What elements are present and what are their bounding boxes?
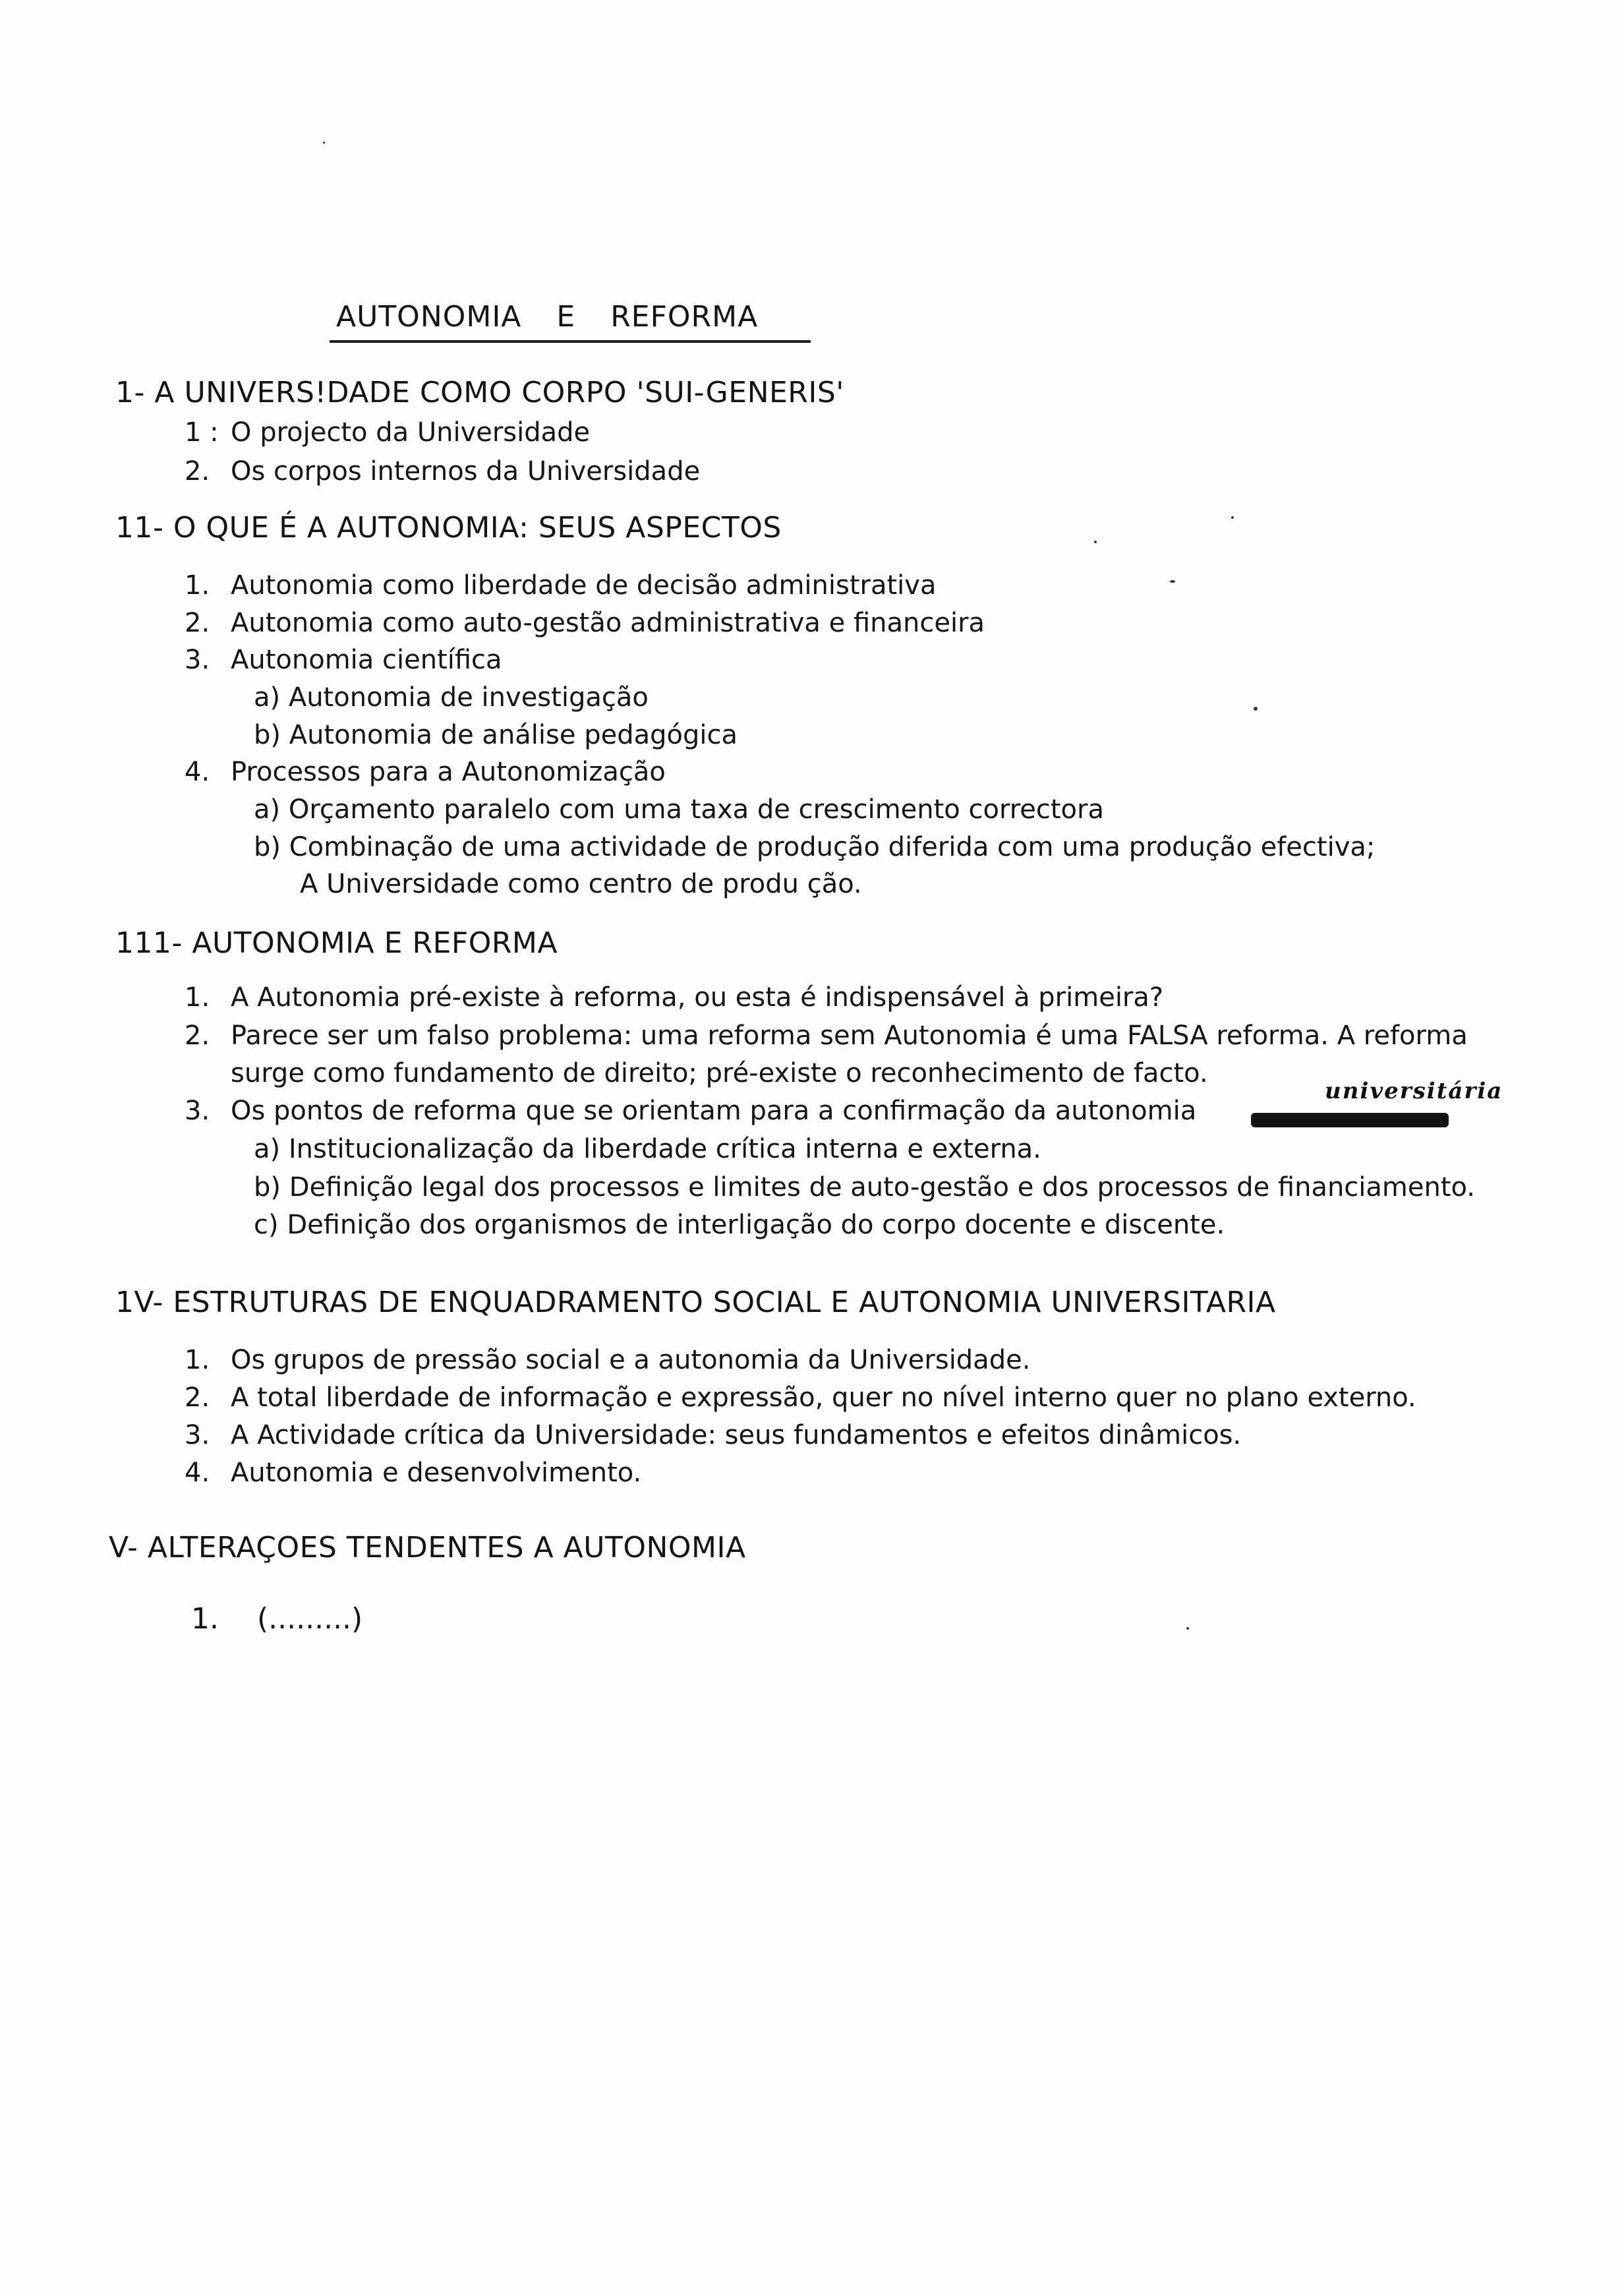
item-number: b): [254, 1172, 281, 1203]
title-word-2: E: [556, 300, 576, 334]
item-number: b): [254, 832, 281, 862]
item-text: Combinação de uma actividade de produção diferida com uma produção efectiva;: [289, 832, 1376, 862]
section-2-item-3: [185, 645, 1624, 675]
page-title: [330, 300, 811, 343]
item-text: surge como fundamento de direito; pré-existe o reconhecimento de facto.: [231, 1058, 1208, 1088]
item-text: Autonomia e desenvolvimento.: [231, 1458, 642, 1488]
item-text: A Universidade como centro de produ ção.: [300, 869, 862, 899]
section-3-subitem-b: [254, 1172, 1475, 1203]
section-2-subitem-4a: [254, 794, 1104, 825]
item-number: 3.: [185, 1420, 210, 1450]
section-2-subitem-a: [254, 682, 649, 713]
item-text: A total liberdade de informação e expressão, quer no nível interno quer no plano externo.: [231, 1382, 1416, 1413]
section-4-item-1: [185, 1345, 1624, 1375]
item-text: Definição legal dos processos e limites de auto-gestão e dos processos de financiamento.: [289, 1172, 1476, 1203]
section-3-subitem-a: [254, 1134, 1041, 1164]
item-number: 3.: [185, 1096, 210, 1126]
section-2-subitem-4b-continuation: [300, 869, 862, 899]
item-text: Os pontos de reforma que se orientam para a confirmação da autonomia: [231, 1096, 1197, 1126]
item-number: 1 :: [185, 417, 219, 448]
item-text: Autonomia como liberdade de decisão administrativa: [231, 570, 937, 601]
scan-speck: [323, 142, 325, 144]
item-number: 1.: [185, 1345, 210, 1375]
item-number: a): [254, 1134, 281, 1164]
crossed-out-word: [1251, 1113, 1449, 1127]
item-number: 2.: [185, 608, 210, 638]
item-number: b): [254, 720, 281, 750]
title-word-3: REFORMA: [610, 300, 759, 334]
section-2-subitem-b: [254, 720, 738, 750]
item-text: (.........): [257, 1602, 363, 1636]
item-text: Autonomia de investigação: [288, 682, 649, 713]
section-1-item-1: [185, 417, 1624, 448]
section-2-heading: 11- O QUE É A AUTONOMIA: SEUS ASPECTOS: [115, 511, 782, 545]
item-number: 1.: [191, 1602, 219, 1636]
section-2-item-1: [185, 570, 1624, 601]
item-number: 3.: [185, 645, 210, 675]
section-2-subitem-4b: [254, 832, 1375, 862]
item-text: A Actividade crítica da Universidade: seus fundamentos e efeitos dinâmicos.: [231, 1420, 1242, 1450]
section-3-heading: 111- AUTONOMIA E REFORMA: [115, 926, 558, 960]
item-number: a): [254, 794, 281, 825]
handwritten-insertion: universitária: [1325, 1078, 1503, 1104]
item-text: Definição dos organismos de interligação do corpo docente e discente.: [287, 1210, 1225, 1240]
item-number: 4.: [185, 757, 210, 787]
section-5-item-1: [191, 1602, 1624, 1636]
section-3-item-2: [185, 1021, 1624, 1051]
item-number: 4.: [185, 1458, 210, 1488]
item-text: A Autonomia pré-existe à reforma, ou esta é indispensável à primeira?: [231, 982, 1164, 1013]
item-text: Autonomia de análise pedagógica: [289, 720, 738, 750]
item-number: 1.: [185, 982, 210, 1013]
scan-speck: [1186, 1627, 1189, 1630]
item-text: Os grupos de pressão social e a autonomia da Universidade.: [231, 1345, 1031, 1375]
scan-speck: [1254, 707, 1258, 711]
item-number: c): [254, 1210, 279, 1240]
scan-speck: [1094, 541, 1097, 543]
item-number: 2.: [185, 1021, 210, 1051]
item-text: O projecto da Universidade: [231, 417, 591, 448]
section-4-item-4: [185, 1458, 1624, 1488]
item-text: Autonomia como auto-gestão administrativa e financeira: [231, 608, 985, 638]
section-2-item-4: [185, 757, 1624, 787]
scan-speck: [1170, 580, 1175, 583]
item-number: a): [254, 682, 281, 713]
section-1-heading: 1- A UNIVERS!DADE COMO CORPO 'SUI-GENERIS': [115, 376, 844, 409]
section-2-item-2: [185, 608, 1624, 638]
section-4-item-2: [185, 1382, 1624, 1413]
item-text: Os corpos internos da Universidade: [231, 456, 701, 487]
item-text: Orçamento paralelo com uma taxa de crescimento correctora: [288, 794, 1104, 825]
section-4-heading: 1V- ESTRUTURAS DE ENQUADRAMENTO SOCIAL E AUTONOMIA UNIVERSITARIA: [115, 1286, 1276, 1319]
item-number: 2.: [185, 1382, 210, 1413]
item-number: 1.: [185, 570, 210, 601]
scan-speck: [1231, 516, 1234, 519]
title-word-1: AUTONOMIA: [336, 300, 522, 334]
item-text: Autonomia científica: [231, 645, 502, 675]
section-3-item-1: [185, 982, 1624, 1013]
section-1-item-2: [185, 456, 1624, 487]
item-text: Institucionalização da liberdade crítica interna e externa.: [288, 1134, 1041, 1164]
item-text: Processos para a Autonomização: [231, 757, 666, 787]
item-text: Parece ser um falso problema: uma reforma sem Autonomia é uma FALSA reforma. A reforma: [231, 1021, 1468, 1051]
section-5-heading: V- ALTERAÇOES TENDENTES A AUTONOMIA: [109, 1531, 746, 1564]
section-3-subitem-c: [254, 1210, 1225, 1240]
item-number: 2.: [185, 456, 210, 487]
section-4-item-3: [185, 1420, 1624, 1450]
